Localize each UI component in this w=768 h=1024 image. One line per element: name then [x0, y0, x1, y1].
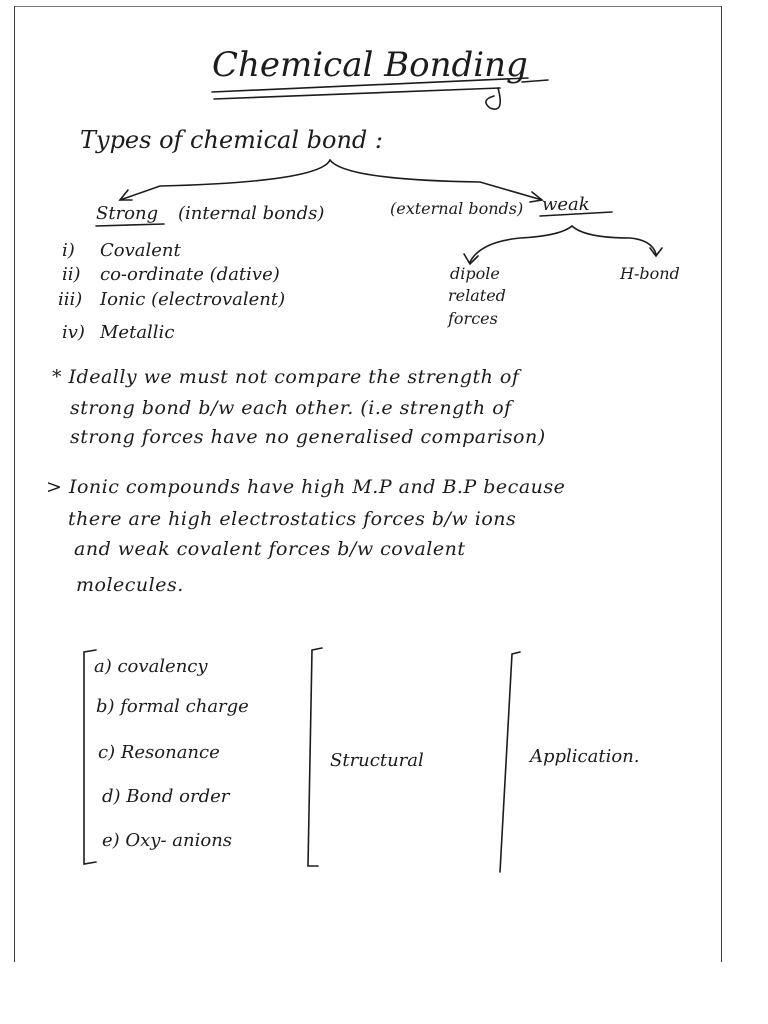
page-title: Chemical Bonding — [212, 45, 528, 85]
topic-item: d) Bond order — [102, 786, 230, 807]
list-item: Ionic (electrovalent) — [100, 289, 286, 310]
list-item-number: iii) — [58, 289, 83, 310]
topic-item: b) formal charge — [96, 696, 249, 717]
note-line: and weak covalent forces b/w covalent — [74, 538, 466, 560]
list-item: co-ordinate (dative) — [100, 264, 280, 285]
structural-label: Structural — [330, 750, 424, 771]
weak-dipole-line: related — [448, 286, 506, 305]
weak-hbond: H-bond — [620, 264, 680, 283]
topic-item: e) Oxy- anions — [102, 830, 233, 851]
list-item-number: iv) — [62, 322, 85, 343]
note-line: * Ideally we must not compare the strength of — [52, 366, 520, 388]
topic-item: c) Resonance — [98, 742, 220, 763]
list-item: Metallic — [100, 322, 175, 343]
subtitle: Types of chemical bond : — [80, 126, 383, 154]
note-line: there are high electrostatics forces b/w ions — [68, 508, 517, 530]
topic-item: a) covalency — [94, 656, 208, 677]
strong-heading: Strong — [96, 203, 159, 224]
note-line: strong bond b/w each other. (i.e strength of — [70, 397, 512, 419]
note-line: molecules. — [76, 574, 184, 596]
weak-heading-note: (external bonds) — [390, 199, 524, 218]
list-item: Covalent — [100, 240, 181, 261]
note-line: > Ionic compounds have high M.P and B.P because — [46, 476, 566, 498]
list-item-number: i) — [62, 240, 75, 261]
note-line: strong forces have no generalised comparison) — [70, 426, 546, 448]
strong-heading-note: (internal bonds) — [178, 203, 325, 224]
application-label: Application. — [530, 746, 640, 767]
weak-dipole-line: forces — [448, 309, 498, 328]
weak-dipole-line: dipole — [450, 264, 500, 283]
list-item-number: ii) — [62, 264, 81, 285]
weak-heading: weak — [542, 194, 590, 215]
